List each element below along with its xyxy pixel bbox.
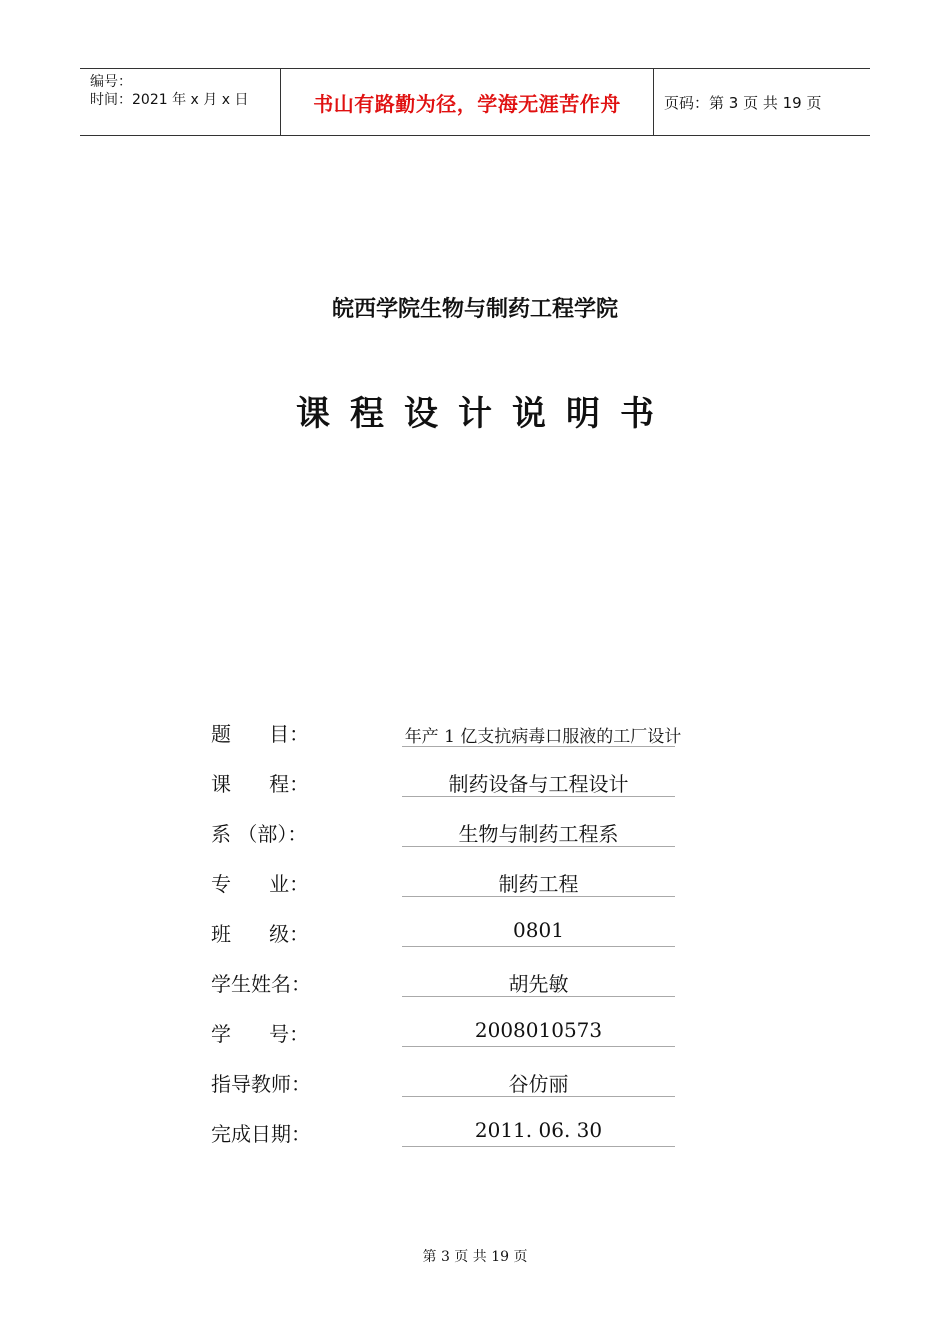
- header-page-info: 页码：第 3 页 共 19 页: [664, 93, 822, 112]
- time-label: 时间：2021 年 x 月 x 日: [90, 92, 249, 108]
- field-label: 专 业：: [211, 872, 310, 896]
- underline: [402, 946, 675, 947]
- field-row-topic: [0, 708, 950, 758]
- field-value: 2008010573: [474, 1018, 603, 1042]
- underline: [402, 996, 675, 997]
- field-row-course: [0, 758, 950, 808]
- page-header: [80, 68, 870, 136]
- page-footer: 第 3 页 共 19 页: [422, 1249, 528, 1265]
- field-row-advisor: [0, 1058, 950, 1108]
- field-value: 制药工程: [498, 872, 579, 896]
- field-label: 学生姓名：: [211, 972, 311, 996]
- field-label: 课 程：: [211, 772, 310, 796]
- document-title: 课程设计说明书: [296, 394, 674, 434]
- field-label: 学 号：: [211, 1022, 310, 1046]
- field-value: 胡先敏: [508, 972, 569, 996]
- field-label: 系 （部）：: [211, 822, 308, 846]
- underline: [402, 746, 675, 747]
- field-label: 班 级：: [211, 922, 310, 946]
- number-label: 编号：: [90, 74, 132, 90]
- field-value: 年产 1 亿支抗病毒口服液的工厂设计: [404, 727, 682, 747]
- field-row-student-id: [0, 1008, 950, 1058]
- field-row-completion-date: [0, 1108, 950, 1158]
- header-meta: [80, 69, 281, 135]
- field-row-class: [0, 908, 950, 958]
- underline: [402, 1046, 675, 1047]
- field-label: 完成日期：: [211, 1122, 311, 1146]
- field-value: 0801: [513, 918, 564, 942]
- field-row-department: [0, 808, 950, 858]
- underline: [402, 1096, 675, 1097]
- field-row-major: [0, 858, 950, 908]
- school-name: 皖西学院生物与制药工程学院: [331, 297, 618, 322]
- underline: [402, 796, 675, 797]
- field-label: 指导教师：: [211, 1072, 311, 1096]
- field-value: 谷仿丽: [508, 1072, 569, 1096]
- field-value: 2011. 06. 30: [474, 1118, 603, 1142]
- header-motto: 书山有路勤为径，学海无涯苦作舟: [281, 69, 654, 135]
- underline: [402, 896, 675, 897]
- field-value: 制药设备与工程设计: [448, 772, 629, 796]
- underline: [402, 1146, 675, 1147]
- field-value: 生物与制药工程系: [458, 822, 619, 846]
- underline: [402, 846, 675, 847]
- field-label: 题 目：: [211, 722, 310, 746]
- field-row-student-name: [0, 958, 950, 1008]
